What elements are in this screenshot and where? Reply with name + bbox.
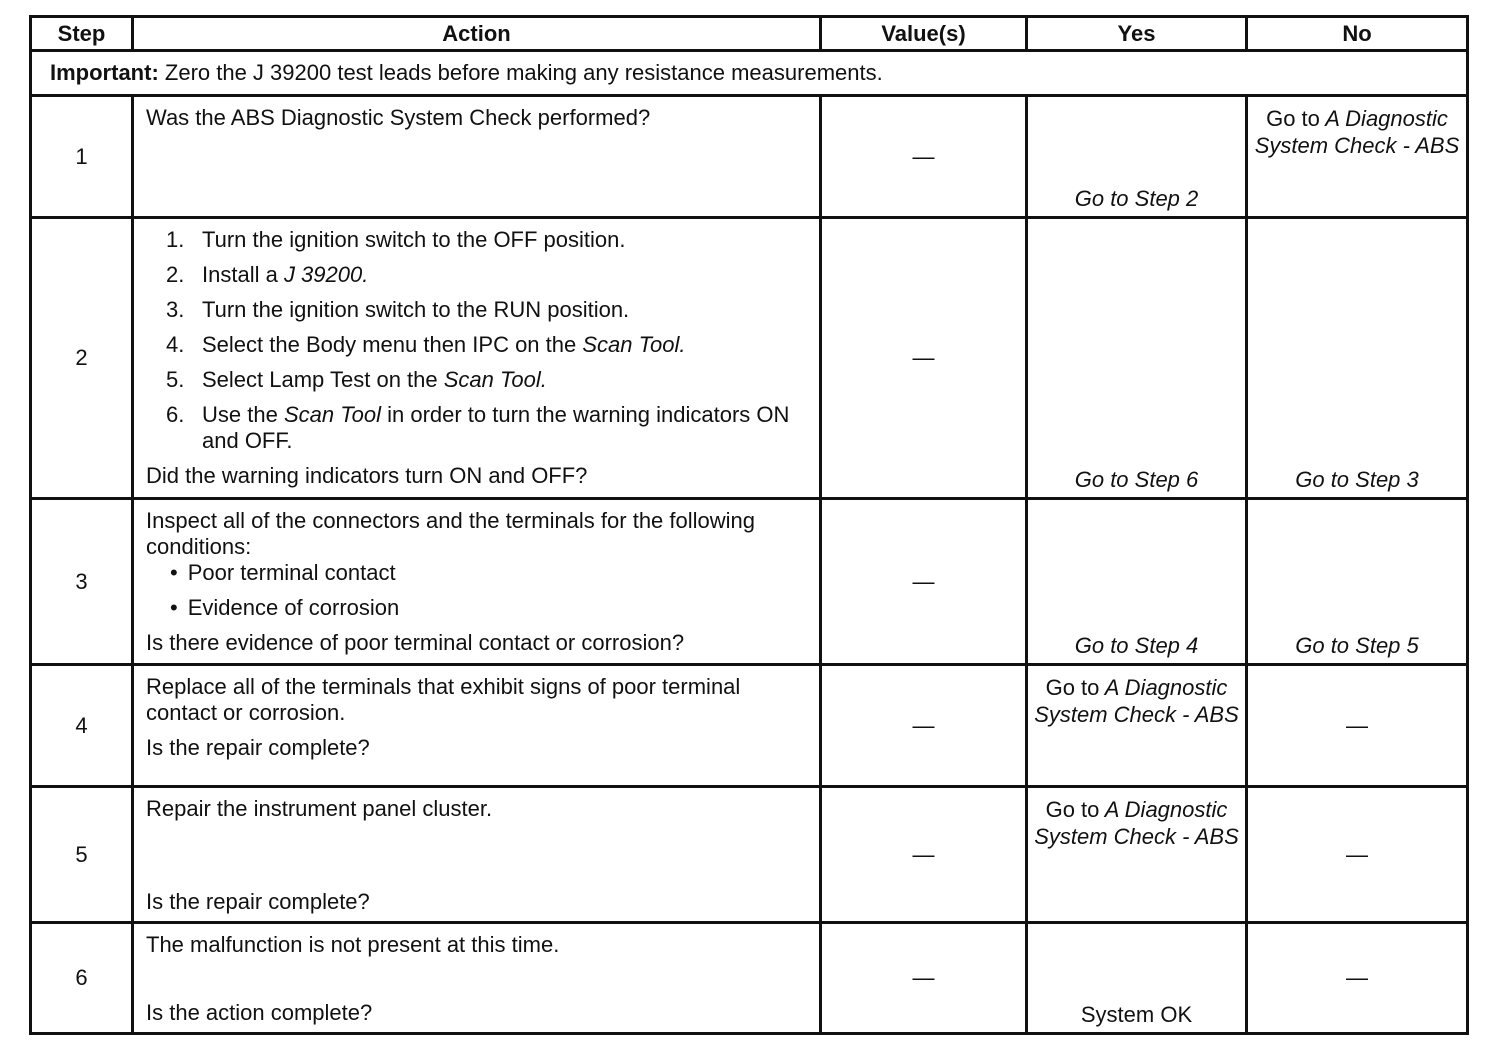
step-number: 4	[31, 665, 133, 787]
action-text: Was the ABS Diagnostic System Check performed?	[146, 105, 651, 130]
list-item: 6. Use the Scan Tool in order to turn the warning indicators ON and OFF.	[166, 402, 790, 453]
no-cell: —	[1247, 787, 1468, 923]
step-number: 2	[31, 218, 133, 499]
action-cell	[133, 923, 821, 1034]
yes-cell	[1027, 787, 1247, 923]
header-yes: Yes	[1027, 17, 1247, 51]
list-item: 1. Turn the ignition switch to the OFF position.	[166, 227, 626, 252]
no-cell: —	[1247, 923, 1468, 1034]
action-text: Replace all of the terminals that exhibit signs of poor terminal contact or corrosion.	[146, 674, 741, 725]
question-text: Is there evidence of poor terminal contact or corrosion?	[146, 630, 685, 655]
action-text: The malfunction is not present at this time.	[146, 932, 560, 957]
no-cell	[1247, 96, 1468, 218]
action-cell	[133, 787, 821, 923]
action-cell	[133, 218, 821, 499]
question-text: Is the action complete?	[146, 1000, 373, 1025]
diagnostic-table	[29, 15, 1469, 1035]
table-row	[31, 665, 1468, 787]
table-row	[31, 218, 1468, 499]
table-row	[31, 923, 1468, 1034]
important-row	[31, 51, 1468, 96]
step-number: 5	[31, 787, 133, 923]
yes-cell: Go to Step 2	[1027, 96, 1247, 218]
list-item: 2. Install a J 39200.	[166, 262, 369, 287]
header-row	[31, 17, 1468, 51]
no-cell: Go to Step 3	[1247, 218, 1468, 499]
value-cell: —	[821, 923, 1027, 1034]
step-number: 3	[31, 499, 133, 665]
header-action: Action	[133, 17, 821, 51]
question-text: Is the repair complete?	[146, 889, 370, 914]
step-number: 1	[31, 96, 133, 218]
action-cell	[133, 96, 821, 218]
question-text: Is the repair complete?	[146, 735, 370, 760]
value-cell: —	[821, 665, 1027, 787]
important-note	[31, 51, 1468, 96]
intro-text: Inspect all of the connectors and the terminals for the following conditions:	[146, 508, 756, 559]
value-cell: —	[821, 218, 1027, 499]
yes-link: A Diagnostic System Check - ABS	[1034, 675, 1239, 727]
question-text: Did the warning indicators turn ON and OFF?	[146, 463, 588, 488]
table-row	[31, 96, 1468, 218]
no-link: A Diagnostic System Check - ABS	[1254, 106, 1460, 158]
instruction-list	[146, 227, 807, 454]
list-item: • Evidence of corrosion	[170, 595, 807, 621]
table-row	[31, 787, 1468, 923]
list-item: 3. Turn the ignition switch to the RUN position.	[166, 297, 630, 322]
yes-cell: Go to Step 4	[1027, 499, 1247, 665]
important-label: Important:	[50, 60, 159, 85]
value-cell: —	[821, 96, 1027, 218]
action-cell	[133, 499, 821, 665]
list-item: 5. Select Lamp Test on the Scan Tool.	[166, 367, 547, 392]
yes-cell: Go to Step 6	[1027, 218, 1247, 499]
yes-prefix: Go to	[1045, 675, 1100, 700]
action-text: Repair the instrument panel cluster.	[146, 796, 493, 821]
yes-prefix: Go to	[1045, 797, 1100, 822]
no-cell: Go to Step 5	[1247, 499, 1468, 665]
yes-link: A Diagnostic System Check - ABS	[1034, 797, 1239, 849]
action-cell	[133, 665, 821, 787]
header-values: Value(s)	[821, 17, 1027, 51]
value-cell: —	[821, 499, 1027, 665]
yes-cell: System OK	[1027, 923, 1247, 1034]
header-no: No	[1247, 17, 1468, 51]
table-row	[31, 499, 1468, 665]
list-item: • Poor terminal contact	[170, 560, 807, 586]
no-cell: —	[1247, 665, 1468, 787]
header-step: Step	[31, 17, 133, 51]
value-cell: —	[821, 787, 1027, 923]
step-number: 6	[31, 923, 133, 1034]
yes-cell	[1027, 665, 1247, 787]
list-item: 4. Select the Body menu then IPC on the Scan Tool.	[166, 332, 686, 357]
important-text: Zero the J 39200 test leads before making any resistance measurements.	[164, 60, 883, 85]
condition-list	[146, 560, 807, 621]
no-prefix: Go to	[1266, 106, 1320, 131]
